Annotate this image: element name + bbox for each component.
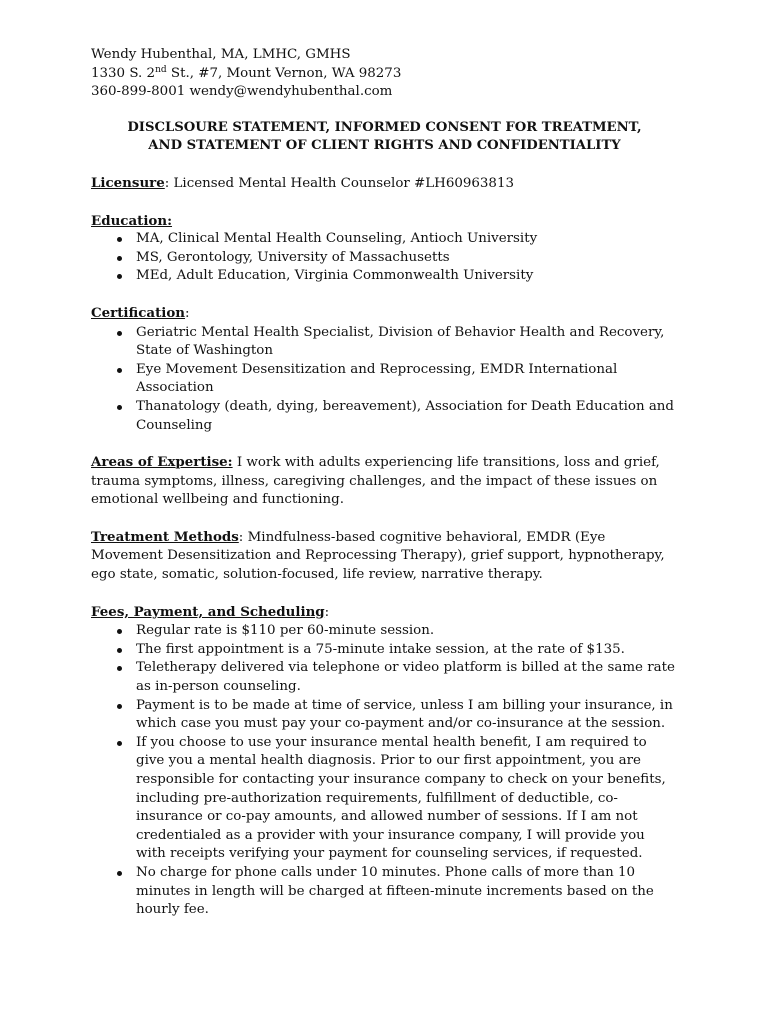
title-line-2: AND STATEMENT OF CLIENT RIGHTS AND CONFIDENTIALITY bbox=[148, 138, 621, 154]
list-item: MS, Gerontology, University of Massachusetts bbox=[136, 249, 678, 268]
methods-label: Treatment Methods bbox=[91, 528, 239, 545]
address-start: 1330 S. 2 bbox=[91, 65, 156, 81]
list-item: Payment is to be made at time of service, unless I am billing your insurance, in which case you must pay your co-payment and/or co-insurance at the session. bbox=[136, 697, 678, 734]
list-item: MEd, Adult Education, Virginia Commonwealth University bbox=[136, 267, 678, 286]
methods-section bbox=[91, 528, 678, 585]
certification-heading bbox=[91, 304, 678, 324]
list-item: Thanatology (death, dying, bereavement), Association for Death Education and Counseling bbox=[136, 398, 678, 435]
licensure-label: Licensure bbox=[91, 174, 165, 191]
list-item: The first appointment is a 75-minute intake session, at the rate of $135. bbox=[136, 641, 678, 660]
list-item: No charge for phone calls under 10 minutes. Phone calls of more than 10 minutes in length will be charged at fifteen-minute increments based on the hourly fee. bbox=[136, 864, 678, 920]
fees-section bbox=[91, 603, 678, 920]
document-title bbox=[91, 119, 678, 156]
education-section bbox=[91, 212, 678, 286]
methods-sep: : bbox=[238, 529, 244, 545]
title-line-1: DISCLSOURE STATEMENT, INFORMED CONSENT FOR TREATMENT, bbox=[127, 119, 642, 135]
list-item: Eye Movement Desensitization and Reprocessing, EMDR International Association bbox=[136, 361, 678, 398]
expertise-text: I work with adults experiencing life transitions, loss and grief, trauma symptoms, illness, caregiving challenges, and the impact of these issues on emotional wellbeing and functioning. bbox=[91, 455, 660, 508]
expertise-section bbox=[91, 453, 678, 510]
licensure-sep: : bbox=[164, 175, 170, 191]
certification-sep: : bbox=[185, 305, 190, 321]
fees-list bbox=[91, 622, 678, 920]
list-item: Geriatric Mental Health Specialist, Division of Behavior Health and Recovery, State of Washington bbox=[136, 324, 678, 361]
expertise-label: Areas of Expertise: bbox=[91, 454, 233, 471]
fees-heading bbox=[91, 603, 678, 623]
certification-list bbox=[91, 324, 678, 436]
address-end: St., #7, Mount Vernon, WA 98273 bbox=[166, 65, 402, 81]
licensure-text: Licensed Mental Health Counselor #LH60963813 bbox=[169, 175, 514, 191]
methods-paragraph bbox=[91, 528, 678, 585]
counselor-contact: 360-899-8001 wendy@wendyhubenthal.com bbox=[91, 84, 393, 100]
letterhead bbox=[91, 46, 678, 102]
counselor-name: Wendy Hubenthal, MA, LMHC, GMHS bbox=[91, 47, 351, 62]
fees-label: Fees, Payment, and Scheduling bbox=[91, 603, 325, 620]
methods-text: Mindfulness-based cognitive behavioral, EMDR (Eye Movement Desensitization and Reprocessing Therapy), grief support, hypnotherapy, ego state, somatic, solution-focused, life review, narrative therapy. bbox=[91, 529, 665, 583]
counselor-address bbox=[91, 65, 678, 84]
certification-label: Certification bbox=[91, 304, 186, 321]
education-label: Education: bbox=[91, 212, 173, 229]
licensure-paragraph bbox=[91, 174, 678, 194]
certification-section bbox=[91, 304, 678, 435]
fees-sep: : bbox=[324, 604, 330, 620]
education-list bbox=[91, 230, 678, 286]
expertise-paragraph bbox=[91, 453, 678, 510]
list-item: Teletherapy delivered via telephone or video platform is billed at the same rate as in-person counseling. bbox=[136, 659, 678, 696]
list-item: Regular rate is $110 per 60-minute session. bbox=[136, 622, 678, 641]
list-item: MA, Clinical Mental Health Counseling, Antioch University bbox=[136, 230, 678, 249]
address-ordinal: nd bbox=[155, 64, 167, 75]
licensure-section bbox=[91, 174, 678, 194]
list-item: If you choose to use your insurance mental health benefit, I am required to give you a mental health diagnosis. Prior to our first appointment, you are responsible for contacting your insurance company to check on your benefits, including pre-authorization requirements, fulfillment of deductible, co-insurance or co-pay amounts, and allowed number of sessions. If I am not credentialed as a provider with your insurance company, I will provide you with receipts verifying your payment for counseling services, if requested. bbox=[136, 734, 678, 864]
